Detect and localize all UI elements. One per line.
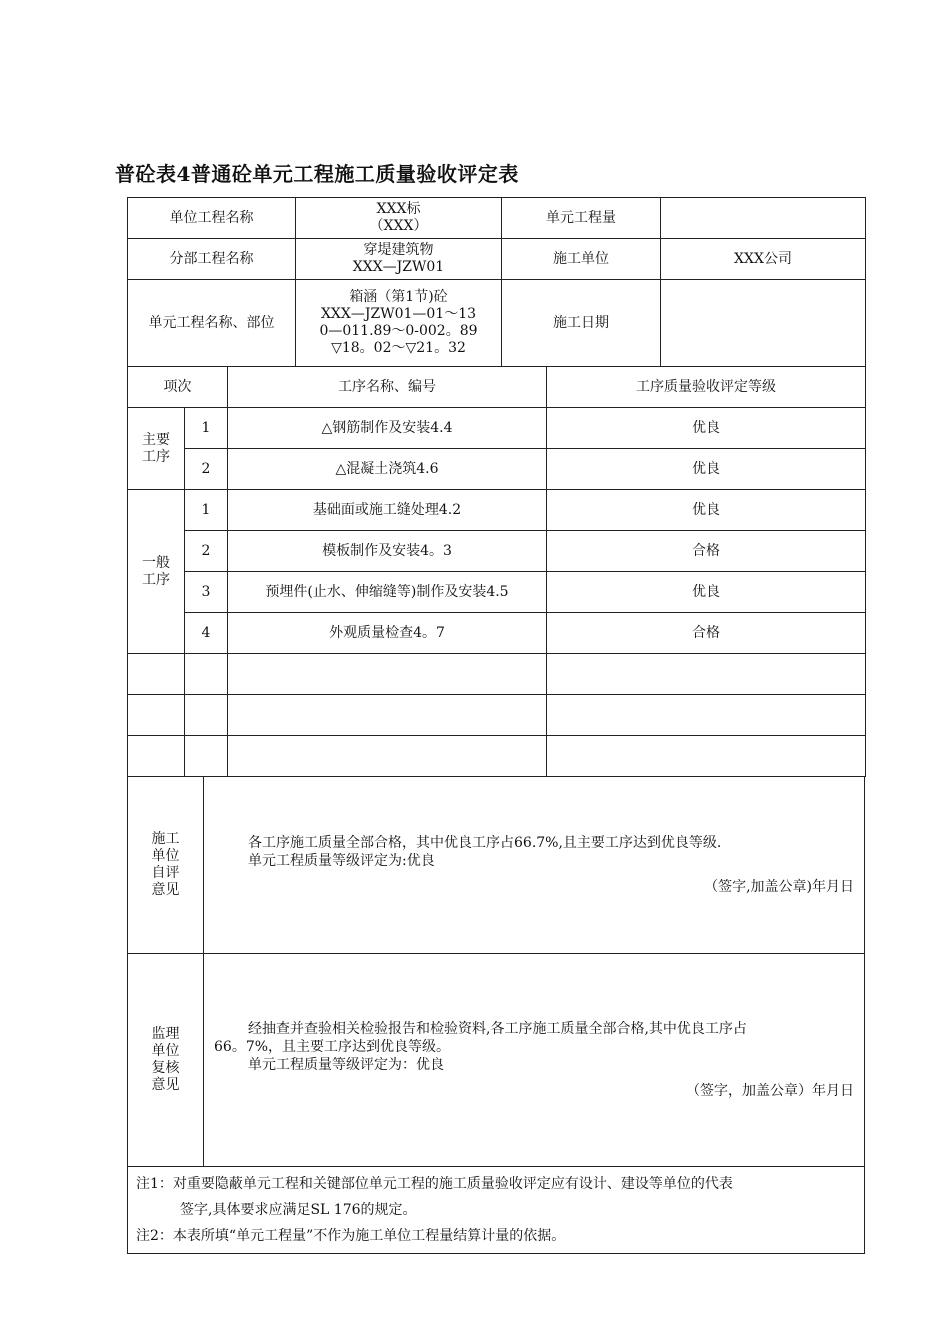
notes-cell xyxy=(128,1167,865,1254)
contractor-label-1: 施工 xyxy=(151,831,180,847)
unit-project-name-line1: XXX标 xyxy=(376,201,421,217)
unit-quantity-value xyxy=(661,198,866,239)
process-no: 1 xyxy=(185,408,228,449)
unit-name-location-label: 单元工程名称、部位 xyxy=(128,280,296,367)
empty-row xyxy=(128,695,866,736)
empty-cell xyxy=(547,695,866,736)
process-name: 外观质量检查4。7 xyxy=(228,613,547,654)
supervisor-label-1: 监理 xyxy=(151,1026,180,1042)
general-process-label-2: 工序 xyxy=(142,571,170,588)
sub-project-name-label: 分部工程名称 xyxy=(128,239,296,280)
location-line-4: ▽18。02～▽21。32 xyxy=(331,340,466,356)
supervisor-label-2: 单位 xyxy=(151,1043,180,1059)
construction-unit-label: 施工单位 xyxy=(502,239,661,280)
table-row xyxy=(128,408,866,449)
notes-row xyxy=(128,1167,865,1254)
supervisor-opinion-row xyxy=(128,954,865,1167)
process-grade: 合格 xyxy=(547,531,866,572)
supervisor-label-4: 意见 xyxy=(151,1077,180,1093)
contractor-signature: （签字,加盖公章)年月日 xyxy=(704,879,854,895)
contractor-opinion-text: 各工序施工质量全部合格，其中优良工序占66.7%,且主要工序达到优良等级. xyxy=(248,835,722,851)
construction-date-label: 施工日期 xyxy=(502,280,661,367)
process-grade: 优良 xyxy=(547,408,866,449)
contractor-grade-text: 单元工程质量等级评定为:优良 xyxy=(248,853,435,869)
main-process-label-2: 工序 xyxy=(142,448,170,465)
process-name: 模板制作及安装4。3 xyxy=(228,531,547,572)
opinion-table xyxy=(127,776,865,1167)
table-row xyxy=(128,490,866,531)
sub-project-name-line2: XXX—JZW01 xyxy=(352,259,445,275)
note-1-cont: 签字,具体要求应满足SL 176的规定。 xyxy=(180,1202,417,1218)
construction-unit-value: XXX公司 xyxy=(661,239,866,280)
process-no: 2 xyxy=(185,531,228,572)
grade-header: 工序质量验收评定等级 xyxy=(547,367,866,408)
empty-row xyxy=(128,736,866,777)
unit-name-location-value xyxy=(296,280,502,367)
process-no: 2 xyxy=(185,449,228,490)
main-process-label-1: 主要 xyxy=(142,431,170,448)
supervisor-signature: （签字，加盖公章）年月日 xyxy=(686,1083,854,1099)
process-no: 3 xyxy=(185,572,228,613)
supervisor-grade-text: 单元工程质量等级评定为：优良 xyxy=(248,1057,444,1073)
table-row xyxy=(128,613,866,654)
empty-cell xyxy=(128,654,185,695)
contractor-label-4: 意见 xyxy=(151,882,180,898)
row-unit-project xyxy=(128,198,866,239)
empty-cell xyxy=(128,736,185,777)
supervisor-opinion-label xyxy=(128,954,204,1167)
evaluation-table xyxy=(127,197,866,777)
unit-project-name-label: 单位工程名称 xyxy=(128,198,296,239)
location-line-2: XXX—JZW01—01～13 xyxy=(320,306,477,322)
process-grade: 合格 xyxy=(547,613,866,654)
empty-cell xyxy=(228,695,547,736)
empty-cell xyxy=(228,736,547,777)
empty-cell xyxy=(128,695,185,736)
unit-quantity-label: 单元工程量 xyxy=(502,198,661,239)
empty-cell xyxy=(547,654,866,695)
process-header-row xyxy=(128,367,866,408)
supervisor-label-3: 复核 xyxy=(151,1060,180,1076)
location-line-3: 0—011.89～0-002。89 xyxy=(319,323,478,339)
notes-table xyxy=(127,1166,865,1254)
general-process-label xyxy=(128,490,185,654)
empty-cell xyxy=(185,654,228,695)
contractor-opinion-label xyxy=(128,777,204,954)
process-grade: 优良 xyxy=(547,490,866,531)
process-grade: 优良 xyxy=(547,449,866,490)
page-title: 普砼表4普通砼单元工程施工质量验收评定表 xyxy=(115,162,519,186)
general-process-label-1: 一般 xyxy=(142,554,170,571)
row-unit-name-location xyxy=(128,280,866,367)
note-2: 注2：本表所填“单元工程量”不作为施工单位工程量结算计量的依据。 xyxy=(136,1228,566,1244)
table-row xyxy=(128,531,866,572)
contractor-opinion-content xyxy=(204,777,865,954)
sub-project-name-line1: 穿堤建筑物 xyxy=(363,242,434,258)
construction-date-value xyxy=(661,280,866,367)
main-process-label xyxy=(128,408,185,490)
process-grade: 优良 xyxy=(547,572,866,613)
location-line-1: 箱涵（第1节)砼 xyxy=(349,289,448,305)
contractor-label-3: 自评 xyxy=(151,865,180,881)
empty-cell xyxy=(547,736,866,777)
supervisor-opinion-text-cont: 66。7%，且主要工序达到优良等级。 xyxy=(214,1039,451,1055)
empty-cell xyxy=(228,654,547,695)
unit-project-name-value xyxy=(296,198,502,239)
contractor-label-2: 单位 xyxy=(151,848,180,864)
process-name: △钢筋制作及安装4.4 xyxy=(228,408,547,449)
unit-project-name-line2: （XXX） xyxy=(369,218,428,234)
evaluation-form xyxy=(127,197,865,1254)
row-sub-project xyxy=(128,239,866,280)
note-1: 注1：对重要隐蔽单元工程和关键部位单元工程的施工质量验收评定应有设计、建设等单位的代表 xyxy=(136,1176,733,1192)
supervisor-opinion-text: 经抽查并查验相关检验报告和检验资料,各工序施工质量全部合格,其中优良工序占 xyxy=(248,1021,747,1037)
item-header: 项次 xyxy=(128,367,228,408)
supervisor-opinion-content xyxy=(204,954,865,1167)
process-no: 1 xyxy=(185,490,228,531)
table-row xyxy=(128,449,866,490)
empty-cell xyxy=(185,736,228,777)
sub-project-name-value xyxy=(296,239,502,280)
process-name-header: 工序名称、编号 xyxy=(228,367,547,408)
empty-row xyxy=(128,654,866,695)
process-name: △混凝土浇筑4.6 xyxy=(228,449,547,490)
empty-cell xyxy=(185,695,228,736)
process-name: 预埋件(止水、伸缩缝等)制作及安装4.5 xyxy=(228,572,547,613)
contractor-opinion-row xyxy=(128,777,865,954)
table-row xyxy=(128,572,866,613)
process-no: 4 xyxy=(185,613,228,654)
process-name: 基础面或施工缝处理4.2 xyxy=(228,490,547,531)
